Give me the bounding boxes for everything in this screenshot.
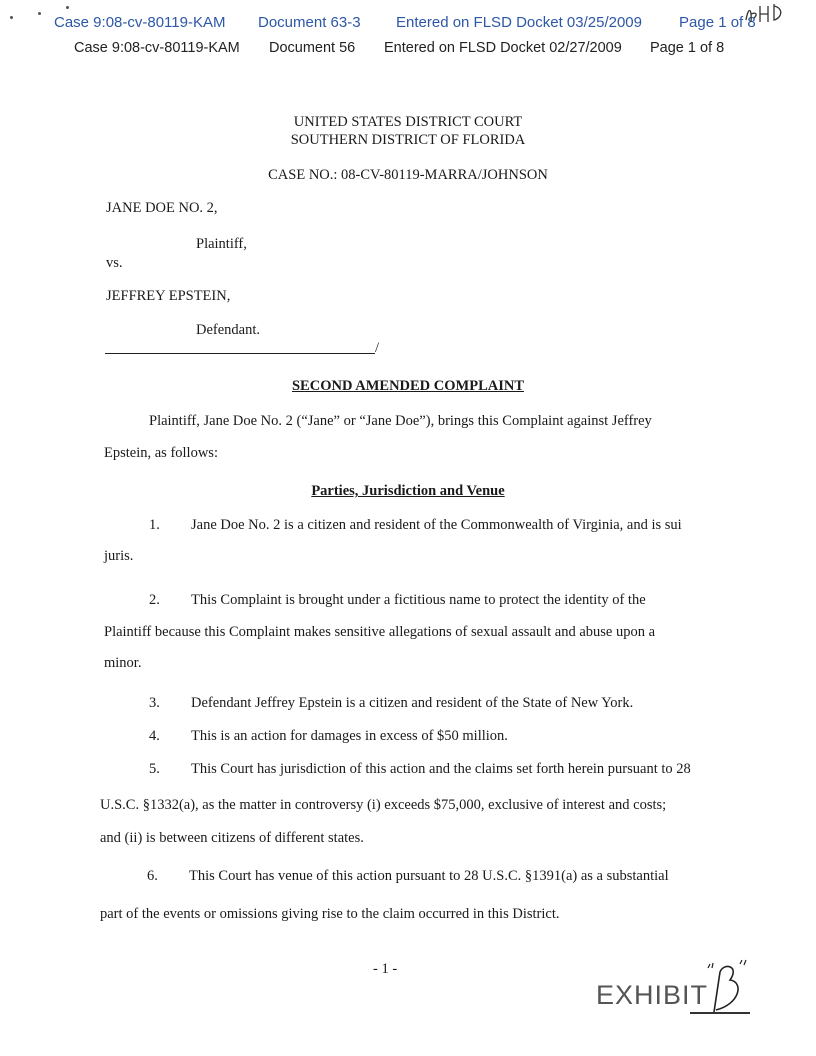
paragraph-2-first-line — [149, 590, 646, 610]
caption-divider-line — [105, 353, 375, 354]
defendant-name: JEFFREY EPSTEIN, — [106, 288, 231, 304]
versus-label: vs. — [106, 255, 123, 271]
header-page-count: Page 1 of 8 — [679, 14, 756, 31]
paragraph-5-first-line — [149, 759, 691, 779]
header-document-number: Document 63-3 — [258, 14, 361, 31]
paragraph-number: 1. — [149, 517, 160, 533]
paragraph-6-line-2: part of the events or omissions giving rise to the claim occurred in this District. — [100, 906, 560, 922]
paragraph-6-first-line — [147, 866, 669, 886]
paragraph-number: 6. — [147, 868, 158, 884]
paragraph-text: This Court has venue of this action pursuant to 28 U.S.C. §1391(a) as a substantial — [189, 868, 669, 884]
paragraph-1-line-2: juris. — [104, 548, 134, 564]
plaintiff-role: Plaintiff, — [196, 236, 247, 252]
document-title: SECOND AMENDED COMPLAINT — [291, 378, 524, 394]
paragraph-1-first-line — [149, 515, 682, 535]
paragraph-3-first-line — [149, 693, 633, 713]
header-entered-date: Entered on FLSD Docket 03/25/2009 — [396, 14, 642, 31]
page-number: - 1 - — [373, 961, 398, 977]
paragraph-2-line-3: minor. — [104, 655, 142, 671]
header-case-number-original: Case 9:08-cv-80119-KAM — [74, 40, 240, 56]
scan-speck — [66, 6, 69, 9]
case-number: CASE NO.: 08-CV-80119-MARRA/JOHNSON — [268, 167, 548, 183]
paragraph-number: 4. — [149, 728, 160, 744]
scan-speck — [38, 12, 41, 15]
paragraph-5-line-3: and (ii) is between citizens of different states. — [100, 830, 364, 846]
header-entered-date-original: Entered on FLSD Docket 02/27/2009 — [384, 40, 622, 56]
header-page-count-original: Page 1 of 8 — [650, 40, 725, 56]
paragraph-4-first-line — [149, 726, 508, 746]
exhibit-handwritten-letter — [700, 958, 750, 1018]
intro-line-1: Plaintiff, Jane Doe No. 2 (“Jane” or “Jane Doe”), brings this Complaint against Jeffrey — [149, 413, 652, 429]
header-case-number: Case 9:08-cv-80119-KAM — [54, 14, 226, 31]
intro-line-2: Epstein, as follows: — [104, 445, 218, 461]
paragraph-2-line-2: Plaintiff because this Complaint makes sensitive allegations of sexual assault and abuse upon a — [104, 624, 656, 640]
defendant-role: Defendant. — [196, 322, 261, 338]
plaintiff-name: JANE DOE NO. 2, — [106, 200, 218, 216]
paragraph-number: 5. — [149, 761, 160, 777]
handwritten-initials-mark — [738, 0, 790, 34]
paragraph-text: Jane Doe No. 2 is a citizen and resident of the Commonwealth of Virginia, and is sui — [191, 517, 682, 533]
header-document-number-original: Document 56 — [269, 40, 356, 56]
paragraph-text: This Court has jurisdiction of this action and the claims set forth herein pursuant to 28 — [191, 761, 691, 777]
scan-speck — [10, 16, 13, 19]
caption-slash: / — [375, 340, 380, 356]
court-district: SOUTHERN DISTRICT OF FLORIDA — [290, 132, 526, 148]
paragraph-text: Defendant Jeffrey Epstein is a citizen and resident of the State of New York. — [191, 695, 634, 711]
paragraph-number: 3. — [149, 695, 160, 711]
section-heading: Parties, Jurisdiction and Venue — [311, 483, 505, 499]
exhibit-stamp-label: EXHIBIT — [596, 980, 709, 1010]
court-name: UNITED STATES DISTRICT COURT — [293, 114, 523, 130]
paragraph-text: This is an action for damages in excess of $50 million. — [191, 728, 508, 744]
paragraph-5-line-2: U.S.C. §1332(a), as the matter in controversy (i) exceeds $75,000, exclusive of interest and costs; — [100, 797, 667, 813]
paragraph-text: This Complaint is brought under a fictitious name to protect the identity of the — [191, 592, 646, 608]
paragraph-number: 2. — [149, 592, 160, 608]
